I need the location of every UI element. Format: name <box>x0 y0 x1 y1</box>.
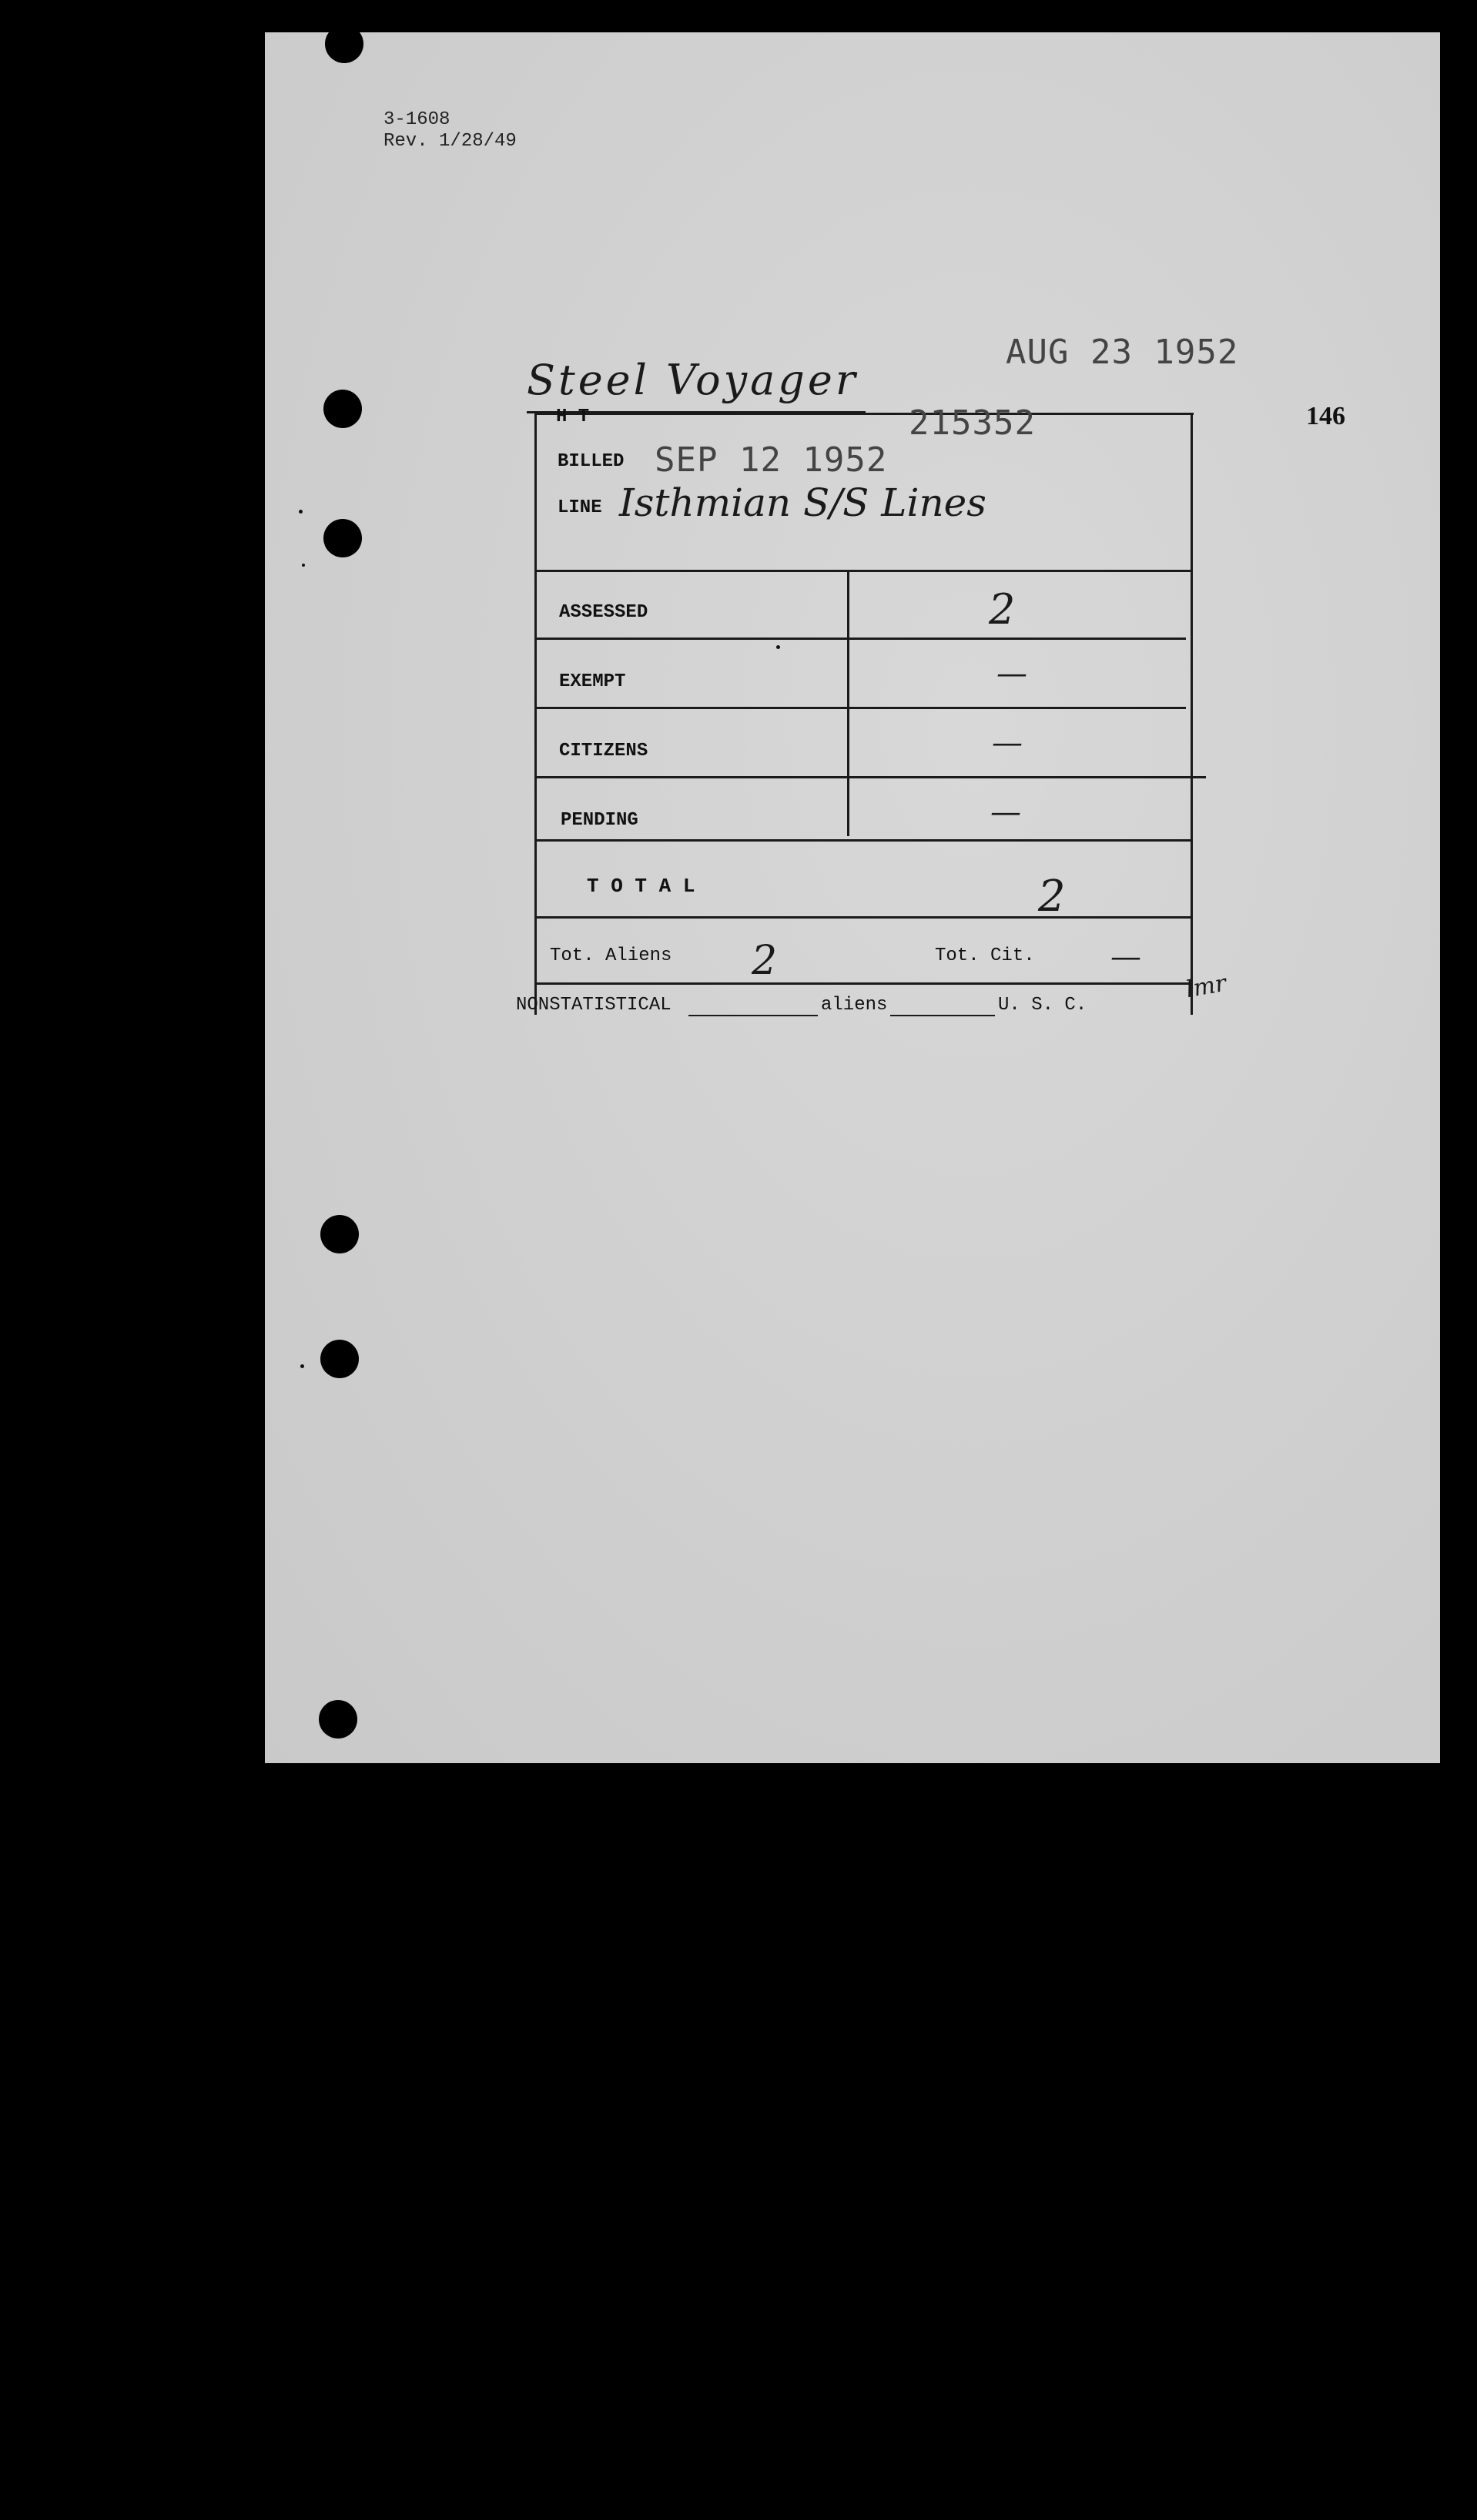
punch-hole <box>323 390 362 428</box>
line-label: LINE <box>558 497 602 518</box>
punch-hole <box>325 25 363 63</box>
punch-hole <box>320 1340 359 1378</box>
punch-hole <box>320 1215 359 1253</box>
billed-label: BILLED <box>558 451 625 472</box>
column-divider <box>847 570 849 836</box>
date-stamp: AUG 23 1952 <box>1006 333 1239 372</box>
assessed-label: ASSESSED <box>559 602 648 623</box>
punch-hole <box>319 1700 357 1739</box>
nonstatistical-blank <box>688 1015 818 1016</box>
box-bottom <box>534 982 1191 985</box>
pending-label: PENDING <box>561 810 638 831</box>
row-divider <box>534 839 1191 842</box>
form-number: 3-1608 <box>383 109 450 130</box>
tot-cit-value: — <box>1110 939 1141 975</box>
exempt-label: EXEMPT <box>559 671 626 692</box>
row-divider <box>534 916 1191 919</box>
nonstatistical-label: NONSTATISTICAL <box>516 995 672 1016</box>
line-name: Isthmian S/S Lines <box>619 480 986 525</box>
vessel-name: Steel Voyager <box>527 356 859 404</box>
form-code <box>383 109 517 152</box>
initials: lmr <box>1184 969 1229 1004</box>
speck <box>300 1364 304 1368</box>
tot-aliens-label: Tot. Aliens <box>550 945 672 966</box>
total-label: T O T A L <box>587 875 695 898</box>
box-right <box>1191 413 1193 1015</box>
assessed-value: 2 <box>989 585 1016 634</box>
pending-value: — <box>990 795 1021 830</box>
total-value: 2 <box>1038 872 1066 922</box>
row-divider <box>534 776 1206 778</box>
row-divider <box>534 638 1186 640</box>
exempt-value: — <box>996 656 1027 691</box>
box-top <box>534 413 1194 415</box>
citizens-label: CITIZENS <box>559 741 648 761</box>
row-divider <box>534 707 1186 709</box>
speck <box>302 564 305 567</box>
document-page <box>265 32 1440 1763</box>
punch-hole <box>323 519 362 557</box>
aliens-label: aliens <box>821 995 888 1016</box>
usc-label: U. S. C. <box>998 995 1087 1016</box>
tot-aliens-value: 2 <box>752 938 778 984</box>
ht-label: H T <box>556 407 590 427</box>
tot-cit-label: Tot. Cit. <box>935 945 1035 966</box>
speck <box>776 645 780 649</box>
box-left <box>534 413 537 1015</box>
citizens-value: — <box>992 725 1023 761</box>
billed-date: SEP 12 1952 <box>655 440 888 480</box>
number-stamp: 215352 <box>909 403 1036 443</box>
form-revision: Rev. 1/28/49 <box>383 131 517 152</box>
aliens-blank <box>890 1015 995 1016</box>
page-number: 146 <box>1306 402 1345 430</box>
speck <box>299 510 303 514</box>
row-divider <box>534 570 1191 572</box>
